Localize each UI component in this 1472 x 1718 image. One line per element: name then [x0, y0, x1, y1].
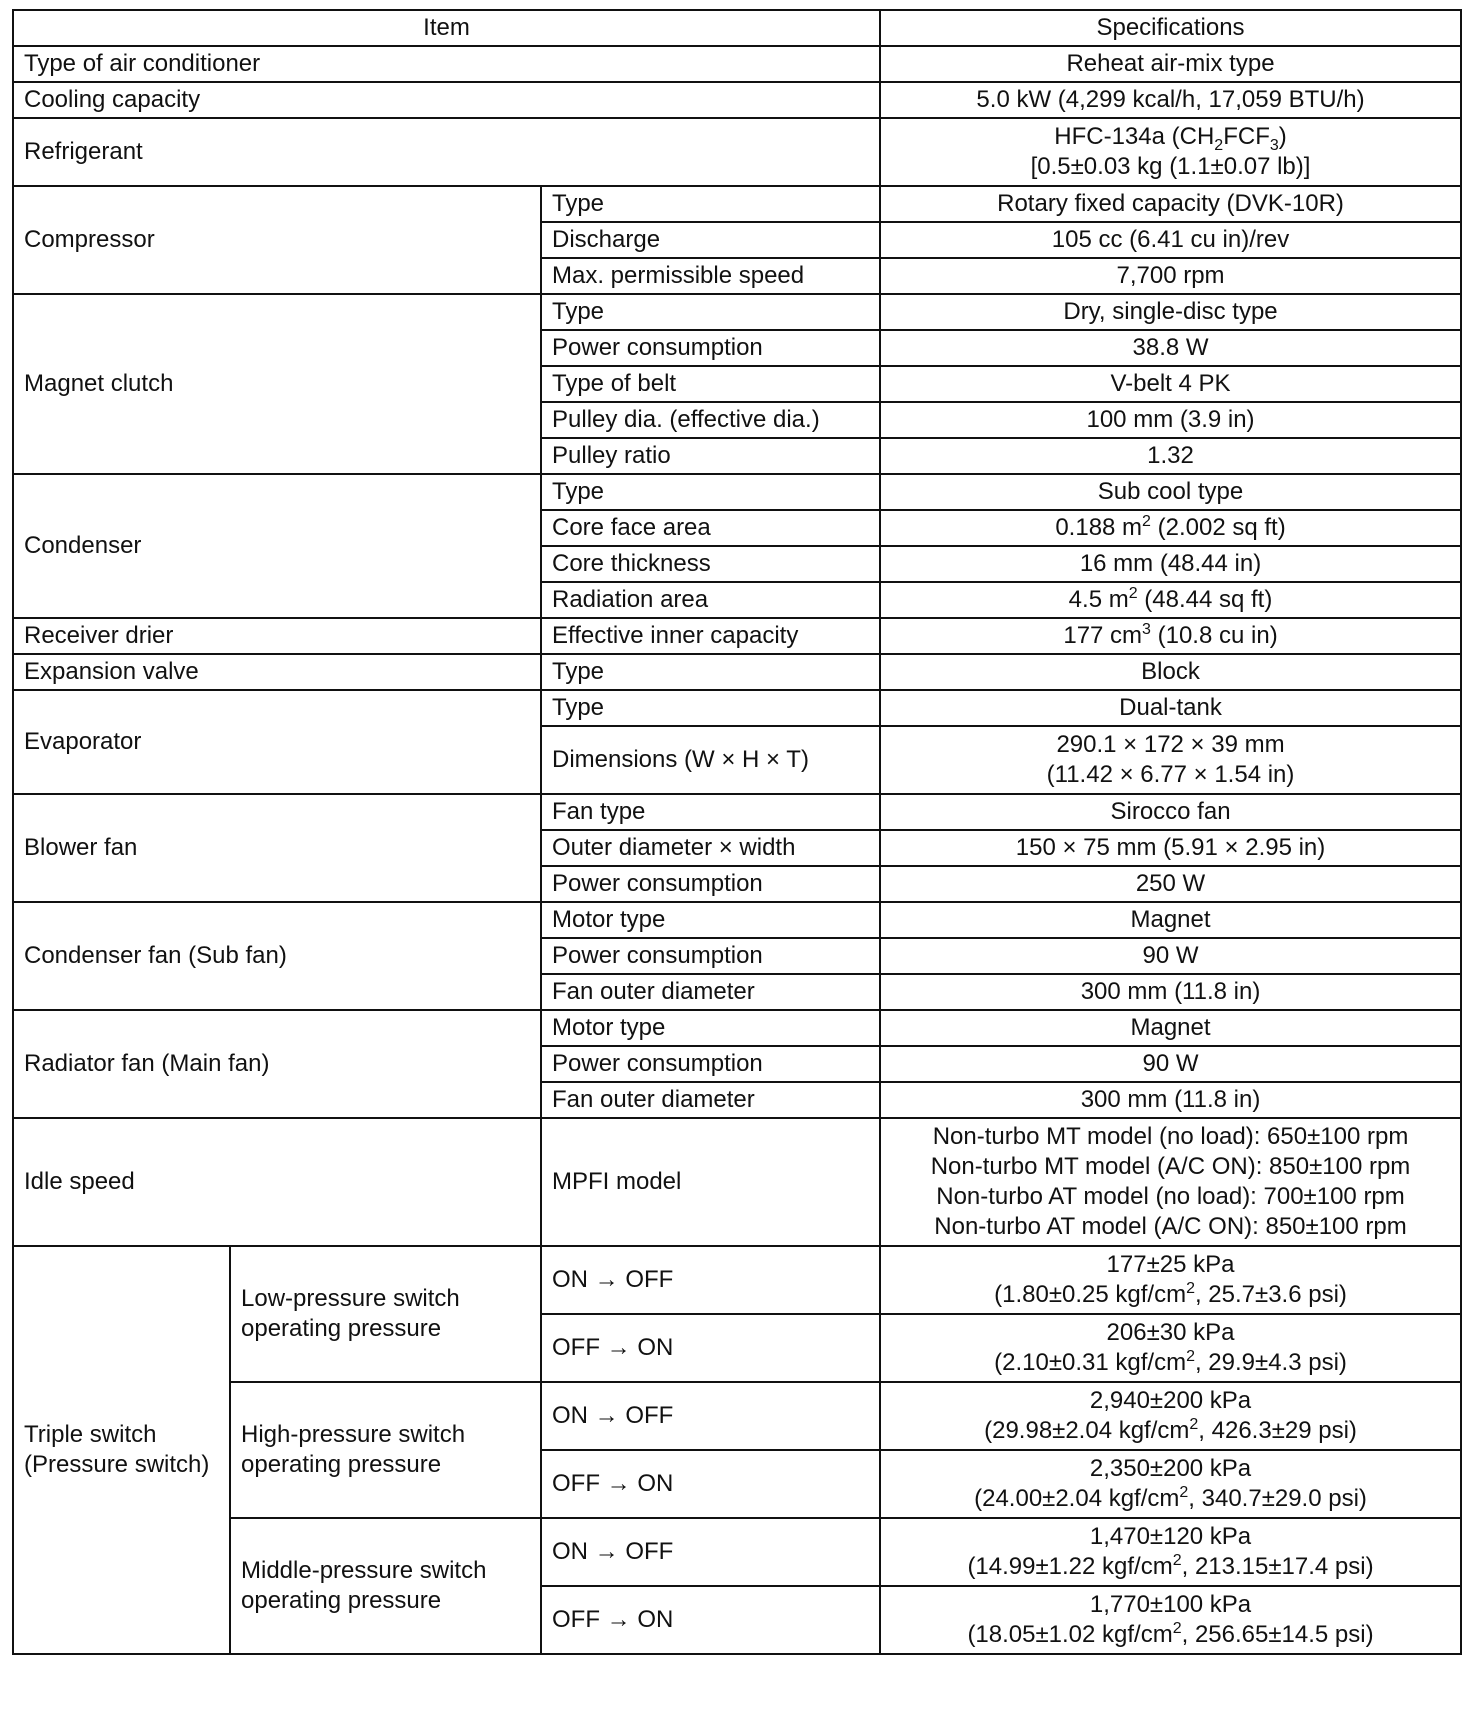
table-row: [13, 1382, 1461, 1450]
row-value: 1,470±120 kPa (14.99±1.22 kgf/$cm^2$, 213.15±17.4 psi): [880, 1518, 1461, 1586]
sub-label: Power consumption: [541, 938, 880, 974]
row-value: 2,350±200 kPa (24.00±2.04 kgf/$cm^2$, 340.7±29.0 psi): [880, 1450, 1461, 1518]
row-value: V-belt 4 PK: [880, 366, 1461, 402]
row-value: [880, 118, 1461, 186]
row-value: 150 × 75 mm (5.91 × 2.95 in): [880, 830, 1461, 866]
table-row: [13, 186, 1461, 222]
table-row: [13, 902, 1461, 938]
sub-label: Type: [541, 186, 880, 222]
sub-label: Power consumption: [541, 1046, 880, 1082]
sub-label: Type: [541, 654, 880, 690]
row-value: Reheat air-mix type: [880, 46, 1461, 82]
group-label: Magnet clutch: [13, 294, 541, 474]
condition-label: ON → OFF: [541, 1518, 880, 1586]
row-value: 16 mm (48.44 in): [880, 546, 1461, 582]
row-value: 250 W: [880, 866, 1461, 902]
group-label: Condenser: [13, 474, 541, 618]
sub-label: Type of belt: [541, 366, 880, 402]
row-value: 2,940±200 kPa (29.98±2.04 kgf/$cm^2$, 426.3±29 psi): [880, 1382, 1461, 1450]
group-label: Blower fan: [13, 794, 541, 902]
sub-label: Type: [541, 474, 880, 510]
row-label: Refrigerant: [13, 118, 880, 186]
row-value: Non-turbo MT model (no load): 650±100 rpm Non-turbo MT model (A/C ON): 850±100 rpm Non-turbo AT model (no load): 700±100 rpm Non-turbo AT model (A/C ON): 850±100 rpm: [880, 1118, 1461, 1246]
row-value: Rotary fixed capacity (DVK-10R): [880, 186, 1461, 222]
condition-label: OFF → ON: [541, 1450, 880, 1518]
row-value: Dual-tank: [880, 690, 1461, 726]
row-value: 177±25 kPa (1.80±0.25 kgf/$cm^2$, 25.7±3.6 psi): [880, 1246, 1461, 1314]
header-row: [13, 10, 1461, 46]
sub-label: Dimensions (W × H × T): [541, 726, 880, 794]
row-value: 7,700 rpm: [880, 258, 1461, 294]
row-value: Block: [880, 654, 1461, 690]
sub-label: Core thickness: [541, 546, 880, 582]
row-value: 38.8 W: [880, 330, 1461, 366]
table-row: [13, 654, 1461, 690]
sub-label: MPFI model: [541, 1118, 880, 1246]
ac-specifications-table: [12, 9, 1462, 1655]
group-label: Idle speed: [13, 1118, 541, 1246]
specifications-document: [12, 9, 1460, 1655]
triple-switch-label: Triple switch (Pressure switch): [13, 1246, 230, 1654]
sub-label: Type: [541, 690, 880, 726]
pressure-switch-name: Middle-pressure switch operating pressure: [230, 1518, 541, 1654]
sub-label: Discharge: [541, 222, 880, 258]
refrigerant-amount: [0.5±0.03 kg (1.1±0.07 lb)]: [1030, 153, 1311, 180]
row-value: 177 $cm^3$ (10.8 cu in): [880, 618, 1461, 654]
sub-label: Power consumption: [541, 866, 880, 902]
table-row: [13, 1118, 1461, 1246]
pressure-switch-name: Low-pressure switch operating pressure: [230, 1246, 541, 1382]
sub-label: Pulley ratio: [541, 438, 880, 474]
table-row: [13, 1010, 1461, 1046]
sub-label: Type: [541, 294, 880, 330]
table-row: [13, 118, 1461, 186]
group-label: Evaporator: [13, 690, 541, 794]
sub-label: Motor type: [541, 902, 880, 938]
group-label: Radiator fan (Main fan): [13, 1010, 541, 1118]
row-value: 5.0 kW (4,299 kcal/h, 17,059 BTU/h): [880, 82, 1461, 118]
group-label: Compressor: [13, 186, 541, 294]
sub-label: Outer diameter × width: [541, 830, 880, 866]
sub-label: Effective inner capacity: [541, 618, 880, 654]
sub-label: Radiation area: [541, 582, 880, 618]
row-value: 290.1 × 172 × 39 mm (11.42 × 6.77 × 1.54 in): [880, 726, 1461, 794]
condition-label: ON → OFF: [541, 1382, 880, 1450]
group-label: Condenser fan (Sub fan): [13, 902, 541, 1010]
row-value: 0.188 $m^2$ (2.002 sq ft): [880, 510, 1461, 546]
table-row: [13, 474, 1461, 510]
row-value: 1.32: [880, 438, 1461, 474]
table-row: [13, 618, 1461, 654]
header-specifications: Specifications: [880, 10, 1461, 46]
group-label: Expansion valve: [13, 654, 541, 690]
table-row: [13, 1518, 1461, 1586]
row-value: 300 mm (11.8 in): [880, 1082, 1461, 1118]
row-value: Dry, single-disc type: [880, 294, 1461, 330]
refrigerant-formula: HFC-134a $(CH_2FCF_3)$: [1054, 123, 1287, 154]
condition-label: OFF → ON: [541, 1314, 880, 1382]
condition-label: ON → OFF: [541, 1246, 880, 1314]
row-label: Cooling capacity: [13, 82, 880, 118]
sub-label: Fan outer diameter: [541, 1082, 880, 1118]
row-value: Sub cool type: [880, 474, 1461, 510]
row-value: 100 mm (3.9 in): [880, 402, 1461, 438]
row-label: Type of air conditioner: [13, 46, 880, 82]
row-value: Magnet: [880, 1010, 1461, 1046]
table-row: [13, 82, 1461, 118]
row-value: Sirocco fan: [880, 794, 1461, 830]
sub-label: Fan type: [541, 794, 880, 830]
table-row: [13, 294, 1461, 330]
row-value: 300 mm (11.8 in): [880, 974, 1461, 1010]
table-row: [13, 690, 1461, 726]
row-value: 206±30 kPa (2.10±0.31 kgf/$cm^2$, 29.9±4.3 psi): [880, 1314, 1461, 1382]
sub-label: Power consumption: [541, 330, 880, 366]
sub-label: Max. permissible speed: [541, 258, 880, 294]
row-value: 4.5 $m^2$ (48.44 sq ft): [880, 582, 1461, 618]
row-value: 105 cc (6.41 cu in)/rev: [880, 222, 1461, 258]
row-value: 90 W: [880, 1046, 1461, 1082]
row-value: Magnet: [880, 902, 1461, 938]
header-item: Item: [13, 10, 880, 46]
row-value: 90 W: [880, 938, 1461, 974]
table-row: [13, 1246, 1461, 1314]
sub-label: Motor type: [541, 1010, 880, 1046]
table-row: [13, 794, 1461, 830]
table-row: [13, 46, 1461, 82]
group-label: Receiver drier: [13, 618, 541, 654]
sub-label: Fan outer diameter: [541, 974, 880, 1010]
pressure-switch-name: High-pressure switch operating pressure: [230, 1382, 541, 1518]
condition-label: OFF → ON: [541, 1586, 880, 1654]
sub-label: Pulley dia. (effective dia.): [541, 402, 880, 438]
row-value: 1,770±100 kPa (18.05±1.02 kgf/$cm^2$, 256.65±14.5 psi): [880, 1586, 1461, 1654]
sub-label: Core face area: [541, 510, 880, 546]
